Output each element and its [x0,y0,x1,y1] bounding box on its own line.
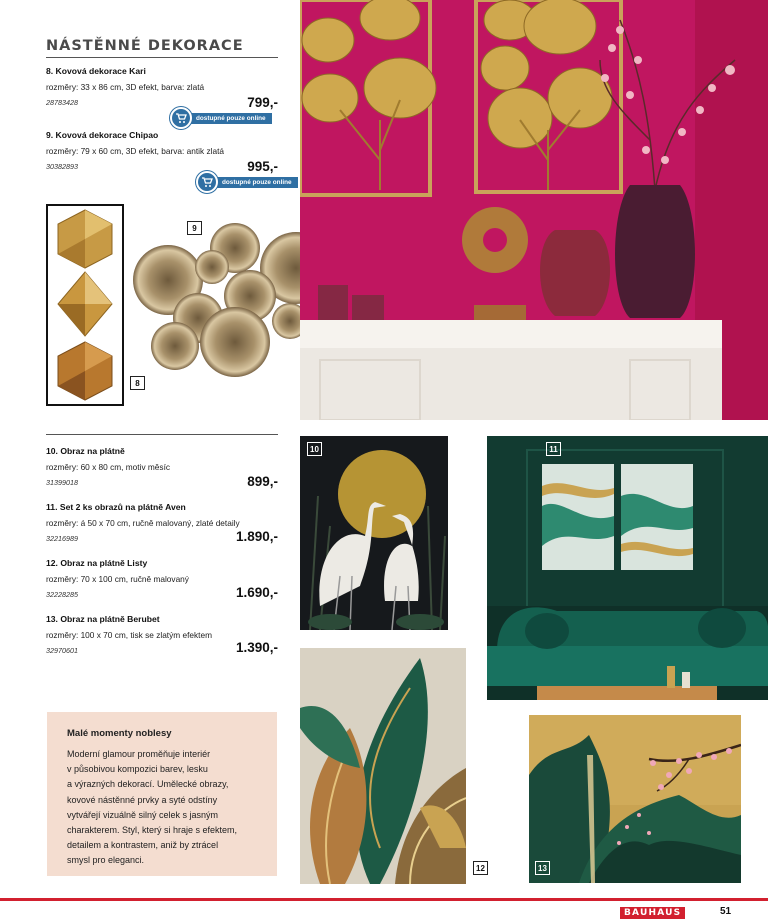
product-11-image [487,436,768,700]
product-code: 32970601 [46,646,78,655]
product-spec: rozměry: 33 x 86 cm, 3D efekt, barva: zlatá [46,82,205,92]
feature-note-box [47,712,277,876]
product-spec: rozměry: á 50 x 70 cm, ručně malovaný, zlaté detaily [46,518,240,528]
product-number-label: 13 [535,861,550,875]
online-badge [170,109,272,127]
product-code: 28783428 [46,98,78,107]
badge-text: dostupné pouze online [184,113,272,124]
shopping-cart-icon [196,171,218,193]
mid-rule [46,434,278,435]
product-number-label: 11 [546,442,561,456]
note-line: a výrazných dekorací. Umělecké obrazy, [67,779,229,790]
product-price: 799,- [247,95,278,110]
product-price: 995,- [247,159,278,174]
hero-photo-magenta-wall [300,0,768,420]
product-10-image [300,436,448,630]
note-line: Moderní glamour proměňuje interiér [67,749,211,759]
page-number: 51 [720,906,732,917]
product-13-image [529,715,741,883]
product-number-label: 8 [130,376,145,390]
shopping-cart-icon [170,107,192,129]
product-price: 1.390,- [235,640,278,655]
online-badge [196,173,298,191]
header-rule [46,57,278,58]
product-spec: rozměry: 60 x 80 cm, motiv měsíc [46,462,171,472]
product-code: 30382893 [46,162,78,171]
product-name: 13. Obraz na plátně Berubet [46,614,160,624]
product-price: 1.690,- [235,585,278,600]
product-price: 899,- [247,474,278,489]
product-name: 12. Obraz na plátně Listy [46,558,148,568]
note-line: detailem a kontrastem, aniž by ztrácel [67,840,219,851]
badge-text: dostupné pouze online [210,177,298,188]
product-name: 9. Kovová dekorace Chipao [46,130,159,140]
note-line: charakterem. Styl, který si hraje s efektem, [67,825,238,836]
brand-logo: BAUHAUS [620,907,685,919]
product-spec: rozměry: 70 x 100 cm, ručně malovaný [46,574,189,584]
note-body [67,747,257,869]
note-line: v působivou kompozici barev, lesku [67,764,208,775]
product-price: 1.890,- [235,529,278,544]
product-8-image [46,204,124,406]
product-name: 11. Set 2 ks obrazů na plátně Aven [46,502,186,512]
note-line: vytvářejí vizuálně silný celek s jasným [67,809,219,820]
footer-line [0,898,768,901]
product-spec: rozměry: 100 x 70 cm, tisk se zlatým efektem [46,630,212,640]
note-line: kovové nástěnné prvky a syté odstíny [67,794,218,805]
product-name: 10. Obraz na plátně [46,446,125,456]
note-line: smysl pro eleganci. [67,855,145,866]
note-title: Malé momenty noblesy [67,728,172,739]
product-code: 32216989 [46,534,78,543]
product-code: 31399018 [46,478,78,487]
product-number-label: 12 [473,861,488,875]
product-code: 32228285 [46,590,78,599]
product-number-label: 10 [307,442,322,456]
product-spec: rozměry: 79 x 60 cm, 3D efekt, barva: antik zlatá [46,146,224,156]
product-12-image [300,648,466,884]
section-title: NÁSTĚNNÉ DEKORACE [46,38,244,54]
product-number-label: 9 [187,221,202,235]
product-name: 8. Kovová dekorace Kari [46,66,146,76]
